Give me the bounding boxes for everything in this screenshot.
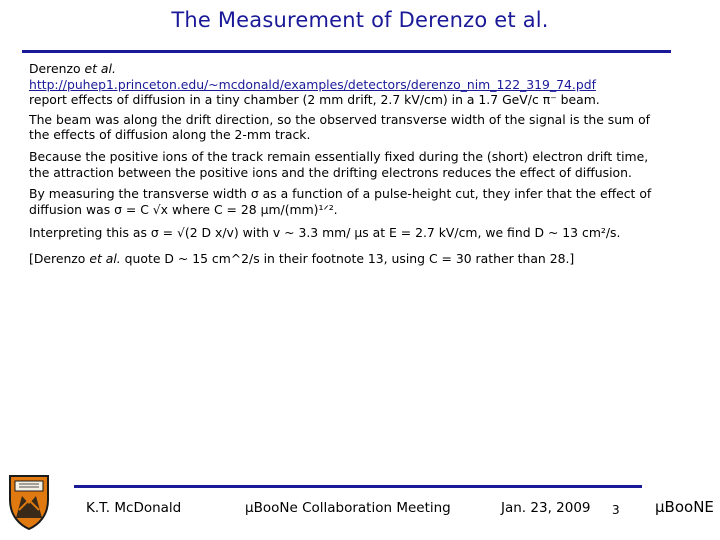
quote-etal: et al. <box>89 250 121 266</box>
quote-suffix: quote D ~ 15 cm^2/s in their footnote 13, using C = 30 rather than 28.] <box>120 250 575 266</box>
beam-line-2: the effects of diffusion along the 2-mm track. <box>29 127 311 143</box>
ref-etal: et al. <box>84 61 116 76</box>
ref-author: Derenzo <box>29 61 85 76</box>
reference-link[interactable]: http://puhep1.princeton.edu/~mcdonald/examples/detectors/derenzo_nim_122_319_74.pdf <box>29 76 596 92</box>
interpretation-line: Interpreting this as σ = √(2 D x/v) with v ~ 3.3 mm/ μs at E = 2.7 kV/cm, we find D ~ 13 cm²/s. <box>29 225 621 241</box>
footer-date: Jan. 23, 2009 <box>501 500 591 516</box>
ions-line-2: the attraction between the positive ions and the drifting electrons reduces the effect of diffusion. <box>29 164 632 180</box>
footer-divider <box>74 485 642 488</box>
paragraph-width <box>29 186 714 217</box>
width-line-2: diffusion was σ = C √x where C = 28 μm/(mm)¹ᐟ². <box>29 201 338 217</box>
ref-summary: report effects of diffusion in a tiny chamber (2 mm drift, 2.7 kV/cm) in a 1.7 GeV/c π⁻ beam. <box>29 92 600 108</box>
paragraph-interpretation <box>29 225 714 241</box>
paragraph-quote <box>29 251 714 267</box>
slide-title: The Measurement of Derenzo et al. <box>171 8 549 32</box>
beam-line-1: The beam was along the drift direction, so the observed transverse width of the signal is the sum of <box>29 111 651 127</box>
footer-logo-text: μBooNE <box>655 498 714 516</box>
paragraph-ions <box>29 149 714 180</box>
quote-prefix: [Derenzo <box>29 250 90 266</box>
width-line-1: By measuring the transverse width σ as a function of a pulse-height cut, they infer that the effect of <box>29 186 652 202</box>
title-divider <box>22 50 671 53</box>
paragraph-reference <box>29 61 714 108</box>
slide-body <box>29 61 714 271</box>
footer-author: K.T. McDonald <box>86 500 182 516</box>
ions-line-1: Because the positive ions of the track remain essentially fixed during the (short) electron drift time, <box>29 148 649 164</box>
footer-page-number: 3 <box>612 503 620 517</box>
footer-meeting: μBooNe Collaboration Meeting <box>245 500 451 516</box>
princeton-shield-icon <box>6 470 52 532</box>
paragraph-beam <box>29 112 714 143</box>
